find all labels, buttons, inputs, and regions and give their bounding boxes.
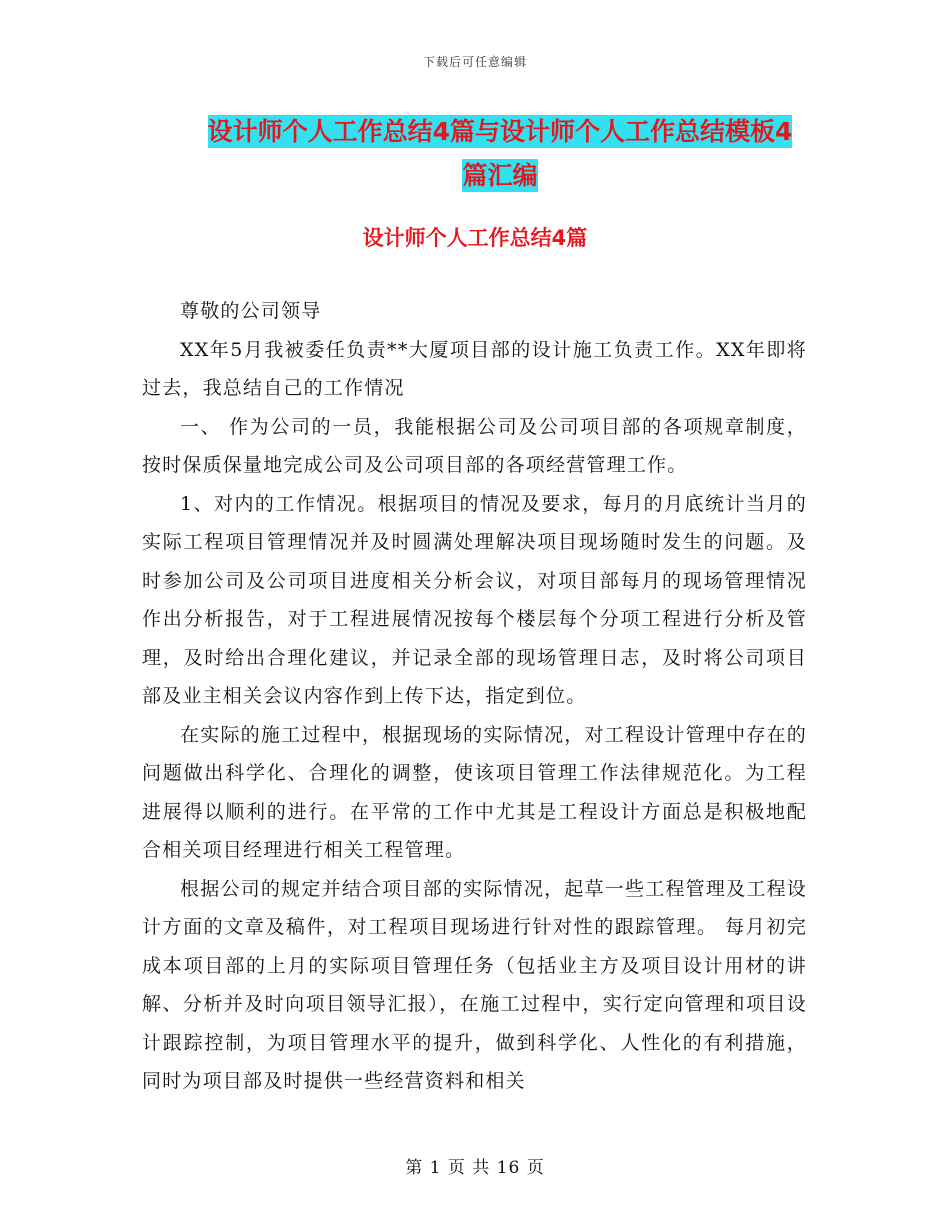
paragraph-regulations: 根据公司的规定并结合项目部的实际情况，起草一些工程管理及工程设计方面的文章及稿件，对工程项目现场进行针对性的跟踪管理。 每月初完成本项目部的上月的实际项目管理任务（包括业主方及项目设计用材的讲解、分析并及时向项目领导汇报），在施工过程中，实行定向管理和项目设计跟踪控制，为项目管理水平的提升，做到科学化、人性化的有利措施，同时为项目部及时提供一些经营资料和相关 bbox=[142, 877, 807, 1092]
header-note: 下载后可任意编辑 bbox=[422, 55, 527, 69]
body-text bbox=[142, 292, 807, 1101]
paragraph-salutation: 尊敬的公司领导 bbox=[180, 300, 322, 322]
paragraph-internal-work: 1、对内的工作情况。根据项目的情况及要求，每月的月底统计当月的实际工程项目管理情况并及时圆满处理解决项目现场随时发生的问题。及时参加公司及公司项目进度相关分析会议，对项目部每月的现场管理情况作出分析报告，对于工程进展情况按每个楼层每个分项工程进行分析及管理，及时给出合理化建议，并记录全部的现场管理日志，及时将公司项目部及业主相关会议内容作到上传下达，指定到位。 bbox=[142, 492, 807, 707]
document-title bbox=[180, 110, 820, 198]
paragraph-construction: 在实际的施工过程中，根据现场的实际情况，对工程设计管理中存在的问题做出科学化、合理化的调整，使该项目管理工作法律规范化。为工程进展得以顺利的进行。在平常的工作中尤其是工程设计方面总是积极地配合相关项目经理进行相关工程管理。 bbox=[142, 723, 807, 861]
section-title: 设计师个人工作总结4篇 bbox=[362, 226, 588, 250]
page-footer: 第 1 页 共 16 页 bbox=[405, 1158, 545, 1178]
document-title-line-1: 设计师个人工作总结4篇与设计师个人工作总结模板4 bbox=[207, 117, 793, 146]
paragraph-point-one: 一、 作为公司的一员，我能根据公司及公司项目部的各项规章制度，按时保质保量地完成公司及公司项目部的各项经营管理工作。 bbox=[142, 415, 807, 476]
paragraph-intro: XX年5月我被委任负责**大厦项目部的设计施工负责工作。XX年即将过去，我总结自己的工作情况 bbox=[142, 338, 807, 399]
document-title-line-2: 篇汇编 bbox=[462, 161, 538, 190]
